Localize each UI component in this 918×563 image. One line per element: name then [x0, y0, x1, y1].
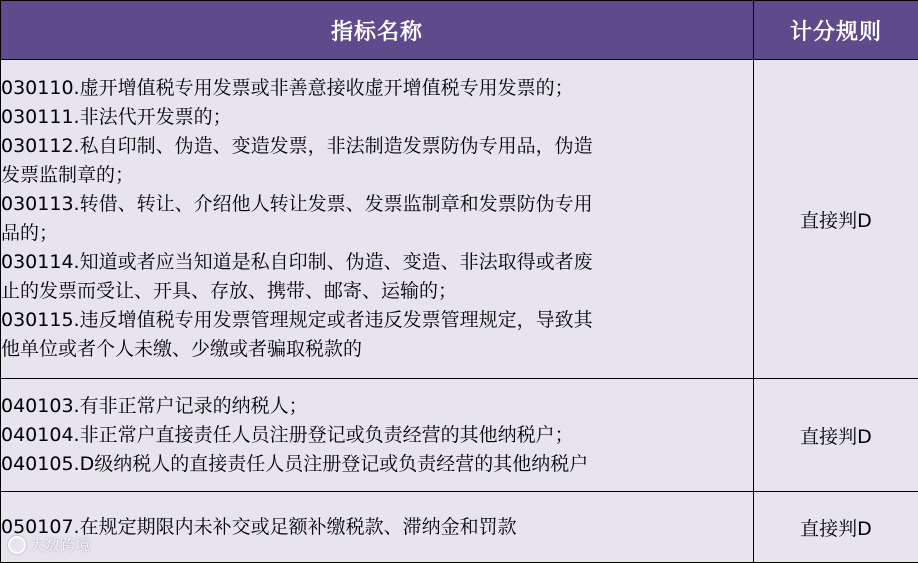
scoring-rule-cell: 直接判D	[754, 492, 918, 563]
indicator-line: 030110.虚开增值税专用发票或非善意接收虚开增值税专用发票的；	[1, 74, 753, 103]
table-row	[1, 379, 918, 492]
header-scoring-rule: 计分规则	[754, 1, 918, 60]
indicator-line: 止的发票而受让、开具、存放、携带、邮寄、运输的；	[1, 277, 753, 306]
indicator-line: 030112.私自印制、伪造、变造发票，非法制造发票防伪专用品，伪造	[1, 132, 753, 161]
indicator-line: 发票监制章的；	[1, 161, 753, 190]
scoring-rule-cell: 直接判D	[754, 379, 918, 492]
indicator-description	[1, 60, 754, 379]
watermark-text: 大数跨境	[30, 534, 90, 555]
table-row	[1, 492, 918, 563]
indicator-line: 他单位或者个人未缴、少缴或者骗取税款的	[1, 335, 753, 364]
indicator-line: 030113.转借、转让、介绍他人转让发票、发票监制章和发票防伪专用	[1, 190, 753, 219]
table-header-row	[1, 1, 918, 60]
indicator-line: 050107.在规定期限内未补交或足额补缴税款、滞纳金和罚款	[1, 513, 753, 542]
indicator-line: 040104.非正常户直接责任人员注册登记或负责经营的其他纳税户；	[1, 421, 753, 450]
watermark	[8, 534, 90, 555]
header-indicator-name: 指标名称	[1, 1, 754, 60]
scoring-rule-cell: 直接判D	[754, 60, 918, 379]
indicator-line: 030111.非法代开发票的；	[1, 103, 753, 132]
indicator-description	[1, 492, 754, 563]
indicator-line: 040105.D级纳税人的直接责任人员注册登记或负责经营的其他纳税户	[1, 450, 753, 479]
indicator-line: 030115.违反增值税专用发票管理规定或者违反发票管理规定，导致其	[1, 306, 753, 335]
watermark-logo-icon	[8, 536, 26, 554]
table-row	[1, 60, 918, 379]
indicator-line: 品的；	[1, 219, 753, 248]
indicator-description	[1, 379, 754, 492]
indicator-line: 030114.知道或者应当知道是私自印制、伪造、变造、非法取得或者废	[1, 248, 753, 277]
indicator-line: 040103.有非正常户记录的纳税人；	[1, 392, 753, 421]
